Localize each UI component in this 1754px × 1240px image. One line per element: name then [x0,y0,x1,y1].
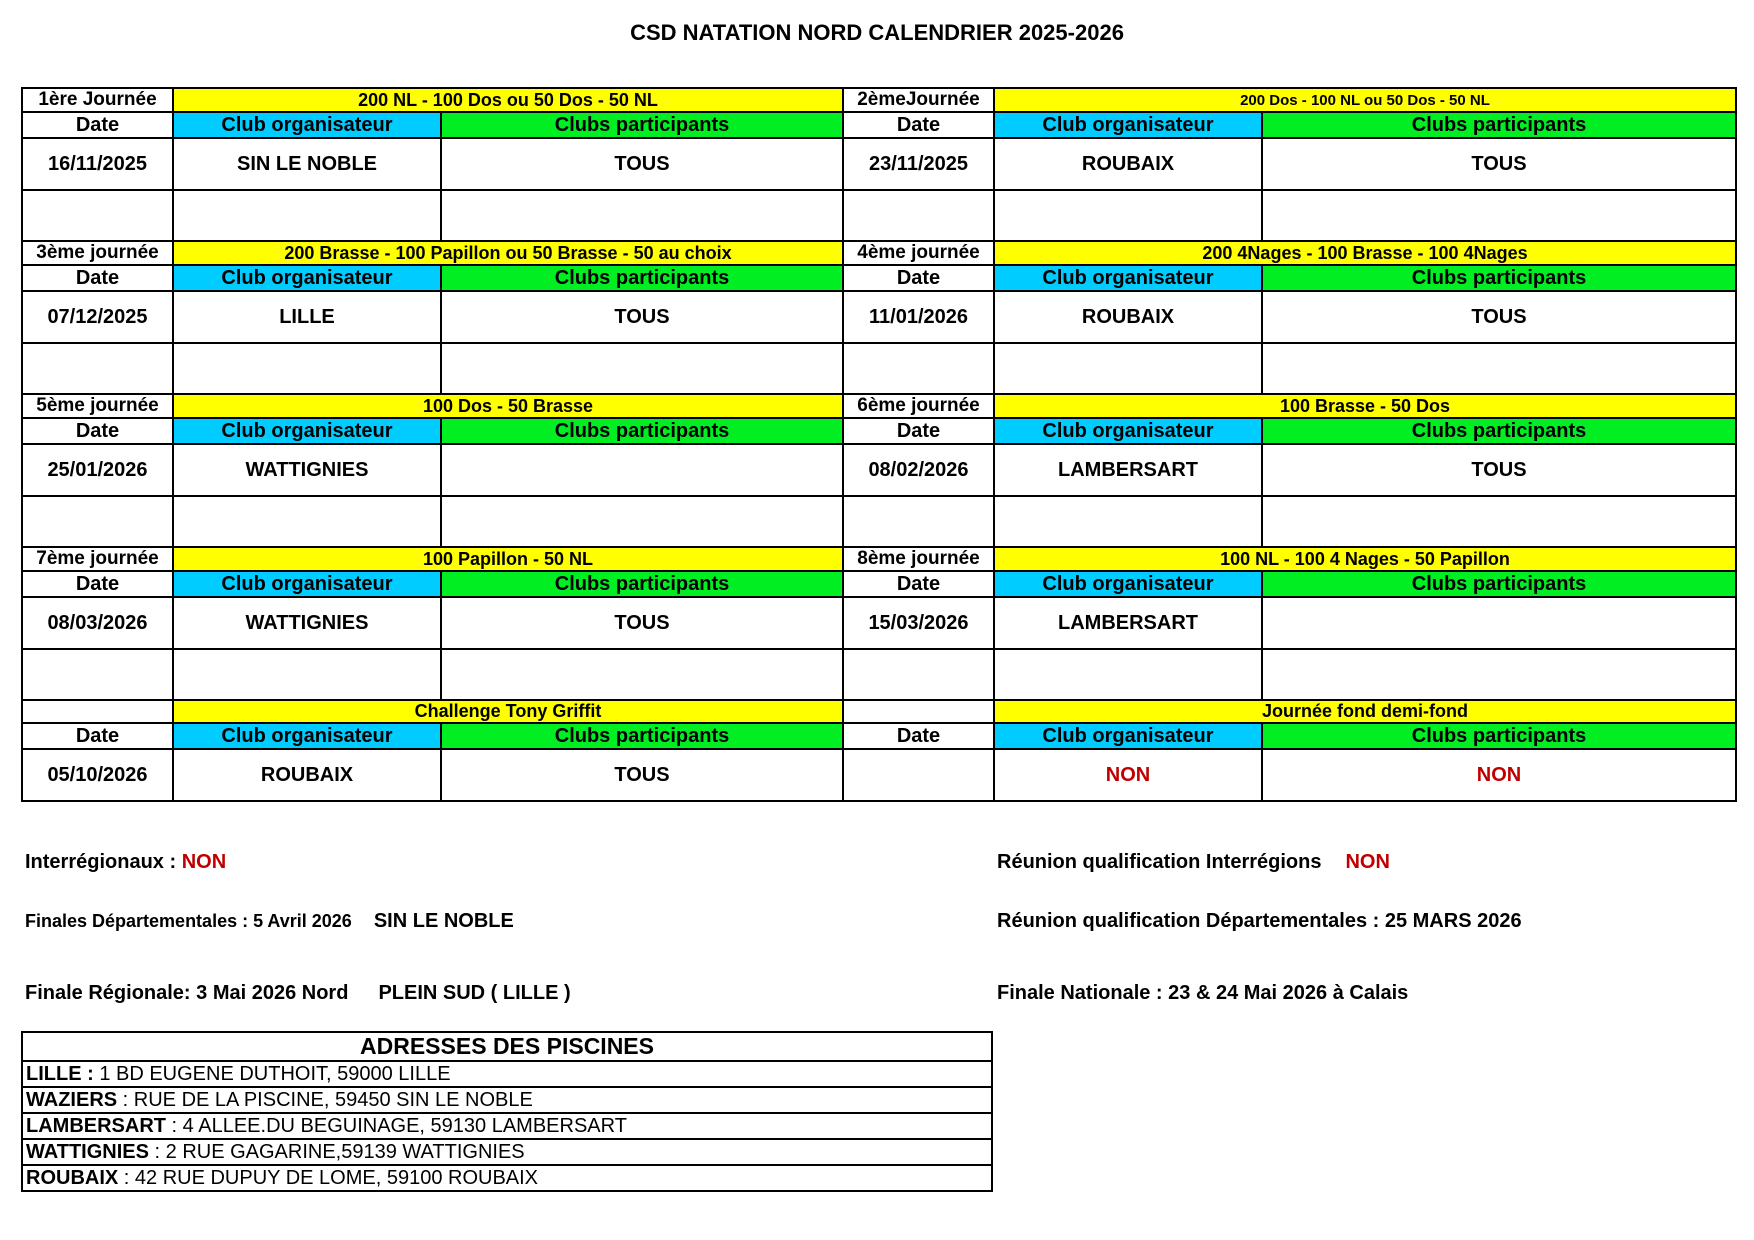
round-date: 07/12/2025 [22,291,173,343]
special-organizer: ROUBAIX [173,749,441,801]
empty-cell [1262,343,1736,394]
date-header: Date [843,418,994,444]
special-events: Challenge Tony Griffit [173,700,843,723]
finales-departementales-info [25,910,514,933]
empty-cell [843,649,994,700]
round-events: 200 Brasse - 100 Papillon ou 50 Brasse - 50 au choix [173,241,843,265]
pool-name: WAZIERS [26,1088,118,1111]
round-date: 11/01/2026 [843,291,994,343]
special-events: Journée fond demi-fond [994,700,1736,723]
finale-nationale-info: Finale Nationale : 23 & 24 Mai 2026 à Calais [997,982,1409,1004]
page-title: CSD NATATION NORD CALENDRIER 2025-2026 [630,20,1124,45]
interregionaux-info [25,851,226,874]
organizer-header: Club organisateur [173,112,441,138]
date-header: Date [22,571,173,597]
round-organizer: LILLE [173,291,441,343]
empty-cell [22,343,173,394]
pool-address: : 2 RUE GAGARINE,59139 WATTIGNIES [148,1140,525,1163]
round-date: 23/11/2025 [843,138,994,190]
empty-cell [441,343,843,394]
special-organizer: NON [994,749,1262,801]
pool-address: : 4 ALLEE.DU BEGUINAGE, 59130 LAMBERSART [166,1114,627,1137]
round-participants: TOUS [441,597,843,649]
pool-address: 1 BD EUGENE DUTHOIT, 59000 LILLE [93,1062,451,1085]
date-header: Date [22,418,173,444]
round-organizer: WATTIGNIES [173,597,441,649]
reunion-interregions-label: Réunion qualification Interrégions [997,851,1322,873]
participants-header: Clubs participants [441,112,843,138]
organizer-header: Club organisateur [173,723,441,749]
round-name: 6ème journée [843,394,994,418]
round-participants: TOUS [441,138,843,190]
empty-cell [441,649,843,700]
pool-name: LAMBERSART [26,1114,166,1137]
date-header: Date [843,723,994,749]
finale-regionale-label: Finale Régionale: 3 Mai 2026 Nord [25,982,349,1004]
special-participants: NON [1262,749,1736,801]
round-name: 8ème journée [843,547,994,571]
pool-name: ROUBAIX [26,1166,119,1189]
round-name: 1ère Journée [22,88,173,112]
empty-cell [1262,649,1736,700]
round-date: 08/03/2026 [22,597,173,649]
pool-name: WATTIGNIES [26,1140,149,1163]
participants-header: Clubs participants [441,571,843,597]
participants-header: Clubs participants [441,265,843,291]
date-header: Date [843,571,994,597]
empty-cell [843,496,994,547]
round-events: 100 Papillon - 50 NL [173,547,843,571]
participants-header: Clubs participants [441,418,843,444]
round-participants: TOUS [1262,138,1736,190]
round-organizer: LAMBERSART [994,444,1262,496]
round-events: 200 4Nages - 100 Brasse - 100 4Nages [994,241,1736,265]
address-row [22,1061,992,1087]
round-participants [441,444,843,496]
organizer-header: Club organisateur [173,265,441,291]
date-header: Date [22,723,173,749]
interregionaux-label: Interrégionaux : [25,851,182,873]
pool-address: : RUE DE LA PISCINE, 59450 SIN LE NOBLE [117,1088,533,1111]
empty-cell [843,190,994,241]
round-organizer: WATTIGNIES [173,444,441,496]
finale-regionale-place: PLEIN SUD ( LILLE ) [378,982,571,1004]
interregionaux-value: NON [181,851,227,873]
empty-cell [1262,496,1736,547]
empty-cell [173,343,441,394]
organizer-header: Club organisateur [173,571,441,597]
round-participants: TOUS [1262,444,1736,496]
participants-header: Clubs participants [1262,723,1736,749]
date-header: Date [843,265,994,291]
round-date: 08/02/2026 [843,444,994,496]
round-name: 2èmeJournée [843,88,994,112]
special-name [22,700,173,723]
empty-cell [441,496,843,547]
round-date: 25/01/2026 [22,444,173,496]
pool-address: : 42 RUE DUPUY DE LOME, 59100 ROUBAIX [118,1166,539,1189]
empty-cell [173,496,441,547]
finale-regionale-info [25,982,571,1005]
finales-departementales-label: Finales Départementales : 5 Avril 2026 [25,911,352,931]
empty-cell [994,190,1262,241]
round-organizer: ROUBAIX [994,138,1262,190]
round-events: 100 NL - 100 4 Nages - 50 Papillon [994,547,1736,571]
organizer-header: Club organisateur [994,265,1262,291]
date-header: Date [22,265,173,291]
participants-header: Clubs participants [1262,418,1736,444]
address-row [22,1113,992,1139]
calendar-table [21,87,1737,802]
round-organizer: LAMBERSART [994,597,1262,649]
empty-cell [22,190,173,241]
organizer-header: Club organisateur [994,418,1262,444]
round-events: 200 Dos - 100 NL ou 50 Dos - 50 NL [994,88,1736,112]
empty-cell [994,649,1262,700]
empty-cell [994,343,1262,394]
organizer-header: Club organisateur [994,571,1262,597]
special-name [843,700,994,723]
addresses-title: ADRESSES DES PISCINES [22,1032,992,1061]
reunion-interregions-info [997,851,1390,874]
special-participants: TOUS [441,749,843,801]
round-name: 7ème journée [22,547,173,571]
empty-cell [441,190,843,241]
reunion-departementales-info: Réunion qualification Départementales : 25 MARS 2026 [997,910,1522,932]
organizer-header: Club organisateur [994,112,1262,138]
round-participants: TOUS [441,291,843,343]
address-row [22,1165,992,1191]
round-participants: TOUS [1262,291,1736,343]
special-date: 05/10/2026 [22,749,173,801]
empty-cell [22,649,173,700]
addresses-table [21,1031,993,1192]
empty-cell [843,343,994,394]
round-participants [1262,597,1736,649]
empty-cell [994,496,1262,547]
empty-cell [1262,190,1736,241]
address-row [22,1087,992,1113]
empty-cell [173,649,441,700]
round-events: 200 NL - 100 Dos ou 50 Dos - 50 NL [173,88,843,112]
participants-header: Clubs participants [441,723,843,749]
round-organizer: SIN LE NOBLE [173,138,441,190]
round-date: 16/11/2025 [22,138,173,190]
special-date [843,749,994,801]
round-name: 3ème journée [22,241,173,265]
address-row [22,1139,992,1165]
participants-header: Clubs participants [1262,571,1736,597]
date-header: Date [843,112,994,138]
participants-header: Clubs participants [1262,112,1736,138]
reunion-interregions-value: NON [1345,851,1390,873]
date-header: Date [22,112,173,138]
round-events: 100 Brasse - 50 Dos [994,394,1736,418]
pool-name: LILLE : [26,1062,94,1085]
round-organizer: ROUBAIX [994,291,1262,343]
participants-header: Clubs participants [1262,265,1736,291]
round-name: 5ème journée [22,394,173,418]
empty-cell [22,496,173,547]
finales-departementales-place: SIN LE NOBLE [373,910,514,932]
empty-cell [173,190,441,241]
round-name: 4ème journée [843,241,994,265]
round-events: 100 Dos - 50 Brasse [173,394,843,418]
organizer-header: Club organisateur [173,418,441,444]
organizer-header: Club organisateur [994,723,1262,749]
round-date: 15/03/2026 [843,597,994,649]
